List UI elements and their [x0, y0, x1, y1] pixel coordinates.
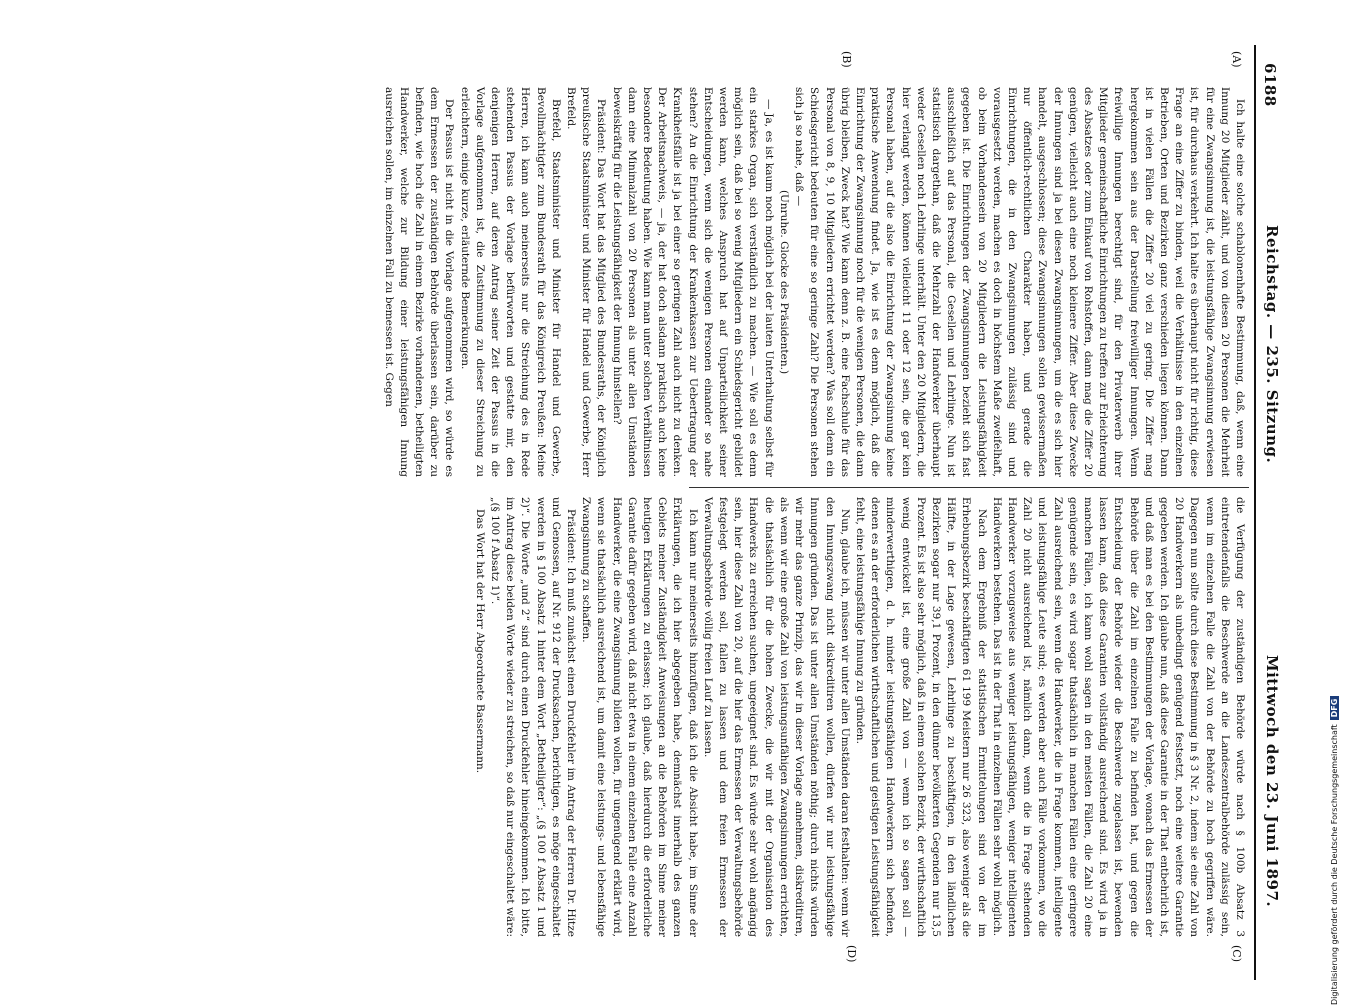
page-number: 6188 — [1261, 63, 1279, 107]
right-text-column — [473, 497, 1247, 937]
paragraph: Nach dem Ergebniß der statistischen Ermittelungen sind von der im Erhebungsbezirk beschäftigten 61 199 Meistern nur 26 323, also weniger als die Hälfte, in der Lage gewesen, Lehrlinge zu beschäftigen, in den ländlichen Bezirken sogar nur 39,1 Prozent, in den dünner bevölkerten Gegenden nur 13,5 Prozent. Es ist also sehr möglich, daß in einem solchen Bezirk, der wirthschaftlich wenig entwickelt ist, eine große Zahl von — wenn ich so sagen soll — minderwerthigen, d. h. minder leistungsfähigen Handwerkern sich befinden, denen es an der erforderlichen wirthschaftlichen und geistigen Leistungsfähigkeit fehlt, eine leistungsfähige Innung zu gründen. — [853, 497, 988, 937]
header-session-title: Reichstag. — 235. Sitzung. — [1263, 225, 1281, 464]
dfg-logo: DFG — [1330, 696, 1339, 721]
paragraph: Ich kann nur meinerseits hinzufügen, daß ich die Absicht habe, im Sinne der Erklärungen, die ich hier abgegeben habe, demnächst innerhalb des ganzen Gebiets meiner Zuständigkeit Anweisungen an die Behörden im Sinne meiner heutigen Erklärungen zu erlassen; ich glaube, daß hierdurch die erforderliche Garantie dafür gegeben wird, daß nicht etwa in einem einzelnen Falle eine Anzahl Handwerker, die eine Zwangsinnung bilden wollen, für ungenügend erklärt wird, wenn sie thatsächlich ausreichend ist, um damit eine leistungs- und lebensfähige Zwangsinnung zu schaffen. — [580, 497, 699, 937]
column-divider — [689, 487, 1249, 488]
margin-mark-a: (A) — [1230, 51, 1243, 68]
interjection: (Unruhe. Glocke des Präsidenten.) — [777, 189, 790, 375]
margin-mark-d: (D) — [845, 945, 858, 963]
paragraph: die Verfügung der zuständigen Behörde würde nach § 100b Absatz 3 eintretendenfalls die Beschwerde an die Landeszentralbehörde zulässig sein, wenn im einzelnen Falle die Zahl von der Behörde zu hoch gegriffen wäre. Dagegen nun sollte durch diese Bestimmung in § 3 Nr. 2, indem sie eine Zahl von 20 Handwerkern als unbedingt genügend festsetzt, noch eine weitere Garantie gegeben werden. Ich glaube nun, daß diese Garantie in der That entbehrlich ist, und daß man es bei den Bestimmungen der Vorlage, wonach das Ermessen der Behörde über die Zahl im einzelnen Falle zu befinden hat, und gegen die Entscheidung der Behörde wieder die Beschwerde zugelassen ist, bewenden lassen kann, daß diese Garantien vollständig ausreichend sind. Es wird ja in manchen Fällen, ich kann wohl sagen in den meisten Fällen, die Zahl 20 eine genügende sein, es wird sogar thatsächlich in manchen Fällen eine geringere Zahl ausreichend sein, wenn die Handwerker, die in Frage kommen, intelligente und leistungsfähige Leute sind; es werden aber auch Fälle vorkommen, wo die Zahl 20 nicht ausreichend ist, nämlich dann, wenn die in Frage stehenden Handwerker vorzugsweise aus weniger leistungsfähigen, weniger intelligenten Handwerkern bestehen. Das ist in der That in einzelnen Fällen sehr wohl möglich. — [990, 497, 1246, 937]
paragraph: Präsident: Das Wort hat das Mitglied des Bundesraths, der Königlich preußische Staatsminister und Minister für Handel und Gewerbe, Herr Brefeld. — [565, 87, 608, 477]
paragraph: Ich halte eine solche schablonenhafte Bestimmung, daß, wenn eine Innung 20 Mitglieder zählt, und von diesen 20 Personen die Mehrheit für eine Zwangsinnung ist, die leistungsfähige Zwangsinnung erwiesen ist, für durchaus verkehrt. Ich halte es überhaupt nicht für richtig, diese Frage an eine Ziffer zu binden, weil die Verhältnisse in den einzelnen Betrieben, Orten und Bezirken ganz verschieden liegen können. Dann ist in vielen Fällen die Ziffer 20 viel zu gering. Die Ziffer mag hergekommen sein aus der Darstellung freiwilliger Innungen. Wenn freiwillige Innungen berechtigt sind, für den Privaterwerb ihrer Mitglieder gemeinschaftliche Einrichtungen zu treffen zur Erleichterung des Absatzes oder zum Einkauf von Rohstoffen, dann mag die Ziffer 20 genügen, vielleicht auch eine noch kleinere Ziffer. Aber diese Zwecke der Innungen sind ja bei diesen Zwangsinnungen, um die es sich hier handelt, ausgeschlossen; diese Zwangsinnungen sollen gewissermaßen nur öffentlich-rechtlichen Charakter haben, und gerade die Einrichtungen, die in den Zwangsinnungen zulässig sind und vorausgesetzt werden, machen es doch in höchstem Maße zweifelhaft, ob beim Vorhandensein von 20 Mitgliedern die Leistungsfähigkeit gegeben ist. Die Einrichtungen der Zwangsinnungen bezieht sich fast ausschließlich auf das Personal, die Gesellen und Lehrlinge. Nun ist statistisch dargethan, daß die Mehrzahl der Handwerker überhaupt weder Gesellen noch Lehrlinge unterhält. Unter den 20 Mitgliedern, die hier verlangt werden, können vielleicht 11 oder 12 sein, die gar kein Personal haben, auf die also die Einrichtung der Zwangsinnung keine praktische Anwendung findet. Ja, wie ist es denn möglich, daß die Einrichtung der Zwangsinnung noch für die wenigen Personen, die dann übrig bleiben, Zweck hat? Wie kann denn z. B. eine Fachschule für das Personal von 8, 9, 10 Mitgliedern errichtet werden? Was soll denn ein Schiedsgericht bedeuten für eine so geringe Zahl? Die Personen stehen sich ja so nahe, daß — — [793, 87, 1246, 477]
margin-mark-b: (B) — [840, 51, 853, 68]
paragraph: — Ja, es ist kaum noch möglich bei der lauten Unterhaltung selbst für ein starkes Organ, sich verständlich zu machen. — Wie soll es denn möglich sein, daß bei so wenig Mitgliedern ein Schiedsgericht gebildet werden kann, welches Anspruch hat auf Unparteilichkeit seiner Entscheidungen, wenn sich die wenigen Personen einander so nahe stehen? An die Einrichtung der Krankenkassen zur Uebertragung der Krankheitsfälle ist ja bei einer so geringen Zahl auch nicht zu denken. Der Arbeitsnachweis, — ja, der hat doch alsdann praktisch auch keine besondere Bedeutung haben. Wie kann man unter solchen Verhältnissen dann eine Minimalzahl von 20 Personen als unter allen Umständen beweiskräftig für die Leistungsfähigkeit der Innung hinstellen? — [610, 87, 775, 477]
header-date: Mittwoch den 23. Juni 1897. — [1263, 655, 1281, 908]
paragraph: Präsident: Ich muß zunächst einen Druckfehler im Antrag der Herren Dr. Hitze und Genossen, auf Nr. 912 der Drucksachen, berichtigen, es möge eingeschaltet werden in § 100 Absatz 1 hinter dem Wort „Betheiligter“: „(§ 100 f Absatz 1 und 2)“. Die Worte „und 2“ sind durch einen Druckfehler hineingekommen. Ich bitte, im Antrag diese beiden Worte wieder zu streichen, so daß nur eingeschaltet wäre: „(§ 100 f Absatz 1)“. — [489, 497, 578, 937]
running-header — [1257, 45, 1283, 980]
paragraph: Nun, glaube ich, müssen wir unter allen Umständen daran festhalten: wenn wir den Innungszwang nicht diskreditiren wollen, dürfen wir nur leistungsfähige Innungen gründen. Das ist unter allen Umständen nöthig; durch nichts würden wir mehr das ganze Prinzip, das wir in dieser Vorlage annehmen, diskreditiren, als wenn wir eine große Zahl von leistungsunfähigen Zwangsinnungen errichten, die thatsächlich für die hohen Zwecke, die wir mit der Organisation des Handwerks zu erreichen suchen, ungeeignet sind. Es würde sehr wohl angängig sein, hier diese Zahl von 20, auf die hier das Ermessen der Verwaltungsbehörde festgelegt werden soll, fallen zu lassen und dem freien Ermessen der Verwaltungsbehörde völlig freien Lauf zu lassen. — [701, 497, 851, 937]
left-text-column — [382, 87, 1247, 477]
paragraph: Das Wort hat der Herr Abgeordnete Bassermann. — [473, 509, 486, 774]
digitization-note: Digitalisierung gefördert durch die Deutsche Forschungsgemeinschaft — [1330, 724, 1339, 1005]
paragraph: Der Passus ist nicht in die Vorlage aufgenommen wird, so würde es dem Ermessen der zuständigen Behörde überlassen sein, darüber zu befinden, wie hoch die Zahl in einem Bezirke vorhandenen, betheiligten Handwerker, welche zur Bildung einer leistungsfähigen Innung ausreichen sollen, im einzelnen Fall zu bemessen ist. Gegen — [382, 87, 456, 477]
digitization-credit — [1330, 605, 1346, 1005]
margin-mark-c: (C) — [1230, 945, 1243, 962]
paragraph: Brefeld, Staatsminister und Minister für Handel und Gewerbe, Bevollmächtigter zum Bundesrath für das Königreich Preußen: Meine Herren, ich kann auch meinerseits nur die Streichung des in Rede stehenden Passus der Vorlage befürworten und gestatte mir, den denjenigen Herren, auf deren Antrag seiner Zeit der Passus in die Vorlage aufgenommen ist, die Zustimmung zu dieser Streichung zu erleichtern, einige kurze, erläuternde Bemerkungen. — [458, 87, 562, 477]
rotated-page-content — [58, 45, 1283, 980]
header-rule — [1254, 45, 1256, 980]
